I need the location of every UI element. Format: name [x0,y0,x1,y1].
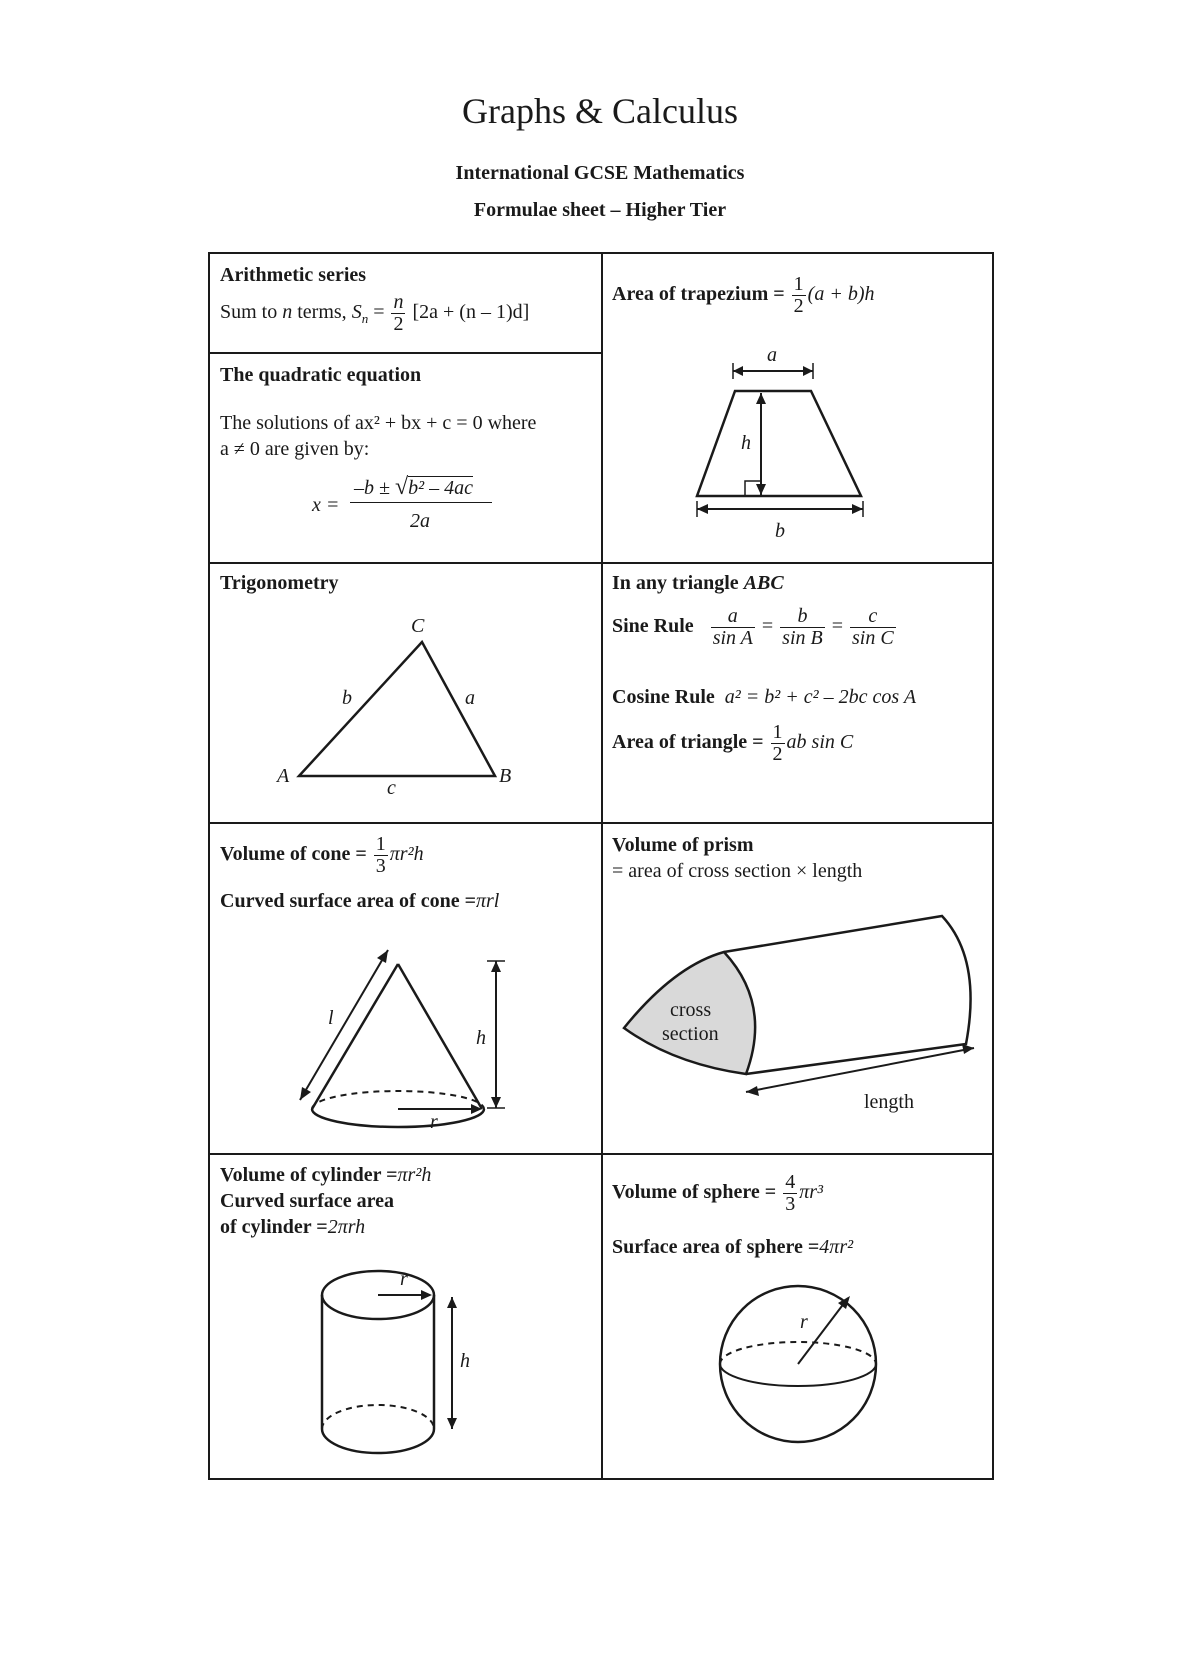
trigonometry-heading: Trigonometry [220,572,339,594]
arrowhead-icon [697,504,708,514]
arrowhead-icon [421,1290,432,1300]
arrowhead-icon [803,366,813,376]
sine-rule: Sine Rule $\frac{a}{\text{sin A}}$ = $\frac{b}{\text{sin B}}$ = $\frac{c}{\text{sin C}}$ [612,605,894,649]
vertex-a: A [277,765,290,787]
arrowhead-icon [377,950,388,963]
label-length: length [864,1091,914,1113]
label-cross: cross [670,999,712,1021]
arrowhead-icon [447,1418,457,1429]
sphere-diagram [718,1284,888,1454]
trapezium-diagram [695,344,895,549]
arrowhead-icon [746,1086,759,1096]
table-divider [210,562,992,564]
cylinder-csa-line-1: Curved surface area [220,1190,395,1212]
arithmetic-formula: Sum to n terms, $S_n$ = $\frac{n}{2}$ [2a + (n – 1)d] [220,291,530,335]
quadratic-denominator: 2a [410,510,430,532]
cylinder-diagram [320,1259,480,1459]
table-divider [210,1153,992,1155]
quadratic-x-eq: x = [312,494,340,516]
cosine-rule: Cosine Rule a² = b² + c² – 2bc cos A [612,686,917,708]
label-h: h [476,1027,486,1049]
page-subtitle: International GCSE Mathematics [455,162,745,184]
triangle-rules-heading: In any triangle ABC [612,572,784,594]
cylinder-csa-line-2: of cylinder =2πrh [220,1216,366,1238]
cone-diagram [290,934,540,1134]
arrowhead-icon [733,366,743,376]
sphere-surface-area: Surface area of sphere =4πr² [612,1236,854,1258]
quadratic-line-1: The solutions of ax² + bx + c = 0 where [220,412,537,434]
label-h: h [460,1350,470,1372]
label-r: r [400,1268,408,1290]
triangle-diagram [265,614,545,799]
arrowhead-icon [756,484,766,495]
table-divider [210,352,601,354]
label-a: a [767,344,777,366]
label-l: l [328,1007,334,1029]
prism-diagram [612,914,982,1144]
label-r: r [800,1311,808,1333]
label-h: h [741,432,751,454]
vertex-c: C [411,615,425,637]
quadratic-line-2: a ≠ 0 are given by: [220,438,370,460]
cone-curved-surface-area: Curved surface area of cone =πrl [220,890,500,912]
arithmetic-heading: Arithmetic series [220,264,367,286]
label-r: r [430,1111,438,1133]
triangle-shape [299,642,495,776]
side-c: c [387,777,396,799]
arrowhead-icon [300,1087,311,1100]
quadratic-numerator: –b ± √b² – 4ac [354,474,474,500]
arrowhead-icon [756,393,766,404]
side-a: a [465,687,475,709]
page-tier: Formulae sheet – Higher Tier [473,199,727,221]
formulae-table [208,252,994,1480]
table-divider [210,822,992,824]
sphere-volume: Volume of sphere = $\frac{4}{3}$ πr³ [612,1171,823,1215]
vertex-b: B [499,765,512,787]
trapezium-shape [697,391,861,496]
prism-formula: = area of cross section × length [612,860,863,882]
page-title: Graphs & Calculus [462,91,738,131]
label-section: section [662,1023,719,1045]
table-divider [601,254,603,1478]
area-of-triangle: Area of triangle = $\frac{1}{2}$ ab sin C [612,721,854,765]
arrowhead-icon [962,1044,974,1054]
prism-heading: Volume of prism [612,834,754,856]
side-b: b [342,687,352,709]
arrowhead-icon [491,1097,501,1108]
label-b: b [775,520,785,542]
cone-volume: Volume of cone = $\frac{1}{3}$ πr²h [220,833,424,877]
arrowhead-icon [491,961,501,972]
quadratic-fraction-bar [350,502,492,503]
trapezium-label: Area of trapezium = $\frac{1}{2}$ (a + b)h [612,273,875,317]
quadratic-heading: The quadratic equation [220,364,422,386]
arrowhead-icon [852,504,863,514]
dimension-l [300,950,388,1100]
cylinder-volume: Volume of cylinder =πr²h [220,1164,432,1186]
arrowhead-icon [447,1297,457,1308]
